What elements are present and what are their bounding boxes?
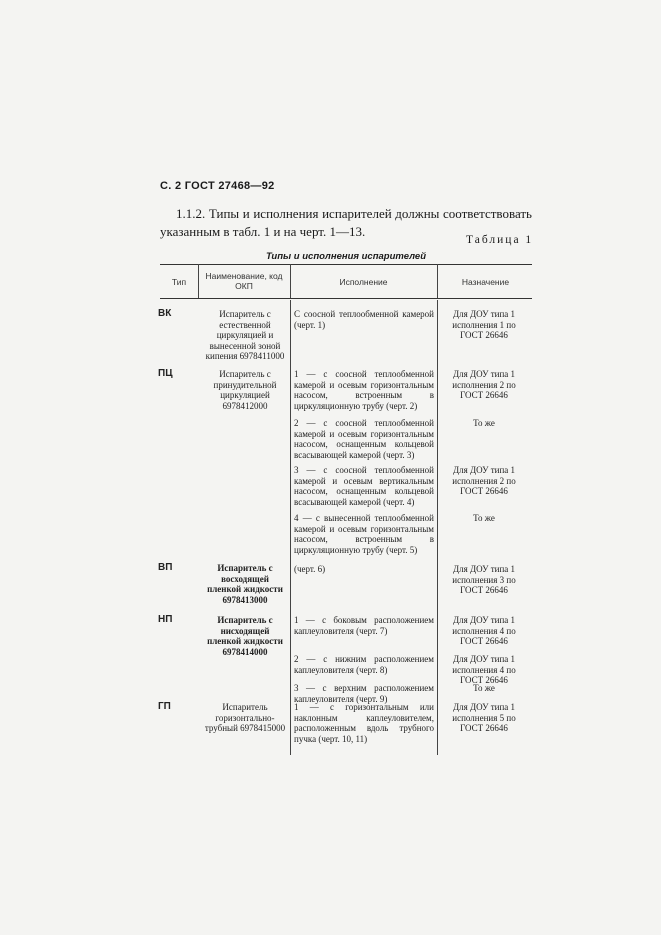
row-execution: (черт. 6)	[294, 564, 326, 574]
row-execution: 2 — с соосной теплообменной камерой и осевым горизонтальным насосом, оснащенным кольцевой всасывающей камерой (черт. 3)	[294, 418, 434, 460]
row-execution: 2 — с нижним расположением каплеуловителя (черт. 8)	[294, 654, 434, 675]
row-purpose: Для ДОУ типа 1 исполнения 5 по ГОСТ 26646	[452, 702, 516, 733]
column-header-name: Наименование, код ОКП	[205, 271, 283, 291]
column-header-type: Тип	[171, 277, 187, 287]
row-execution: 4 — с вынесенной теплообменной камерой и осевым горизонтальным насосом, встроенным в циркуляционную трубу (черт. 5)	[294, 513, 434, 555]
row-type: НП	[158, 614, 173, 625]
row-execution: С соосной теплообменной камерой (черт. 1)	[294, 309, 434, 330]
row-type: ВП	[158, 562, 173, 573]
column-divider	[198, 264, 199, 298]
column-divider	[437, 264, 438, 298]
column-divider	[437, 300, 438, 755]
row-execution: 1 — с горизонтальным или наклонным каплеуловителем, расположенным вдоль трубного пучка (черт. 10, 11)	[294, 702, 434, 744]
row-execution: 1 — с соосной теплообменной камерой и осевым горизонтальным насосом, встроенным в циркуляционную трубу (черт. 2)	[294, 369, 434, 411]
table-label: Таблица 1	[466, 234, 534, 246]
clause-text: 1.1.2. Типы и исполнения испарителей должны соответствовать указанным в табл. 1 и на черт. 1—13.	[160, 206, 532, 239]
row-purpose: Для ДОУ типа 1 исполнения 2 по ГОСТ 26646	[452, 369, 516, 400]
table-header-rule	[160, 298, 532, 299]
row-execution: 3 — с верхним расположением каплеуловителя (черт. 9)	[294, 683, 434, 704]
page-header: С. 2 ГОСТ 27468—92	[160, 180, 275, 192]
row-purpose: Для ДОУ типа 1 исполнения 4 по ГОСТ 26646	[452, 615, 516, 646]
column-divider	[290, 300, 291, 755]
column-divider	[290, 264, 291, 298]
row-purpose: То же	[473, 683, 495, 693]
row-name: Испаритель с принудительной циркуляцией 6978412000	[213, 369, 277, 411]
table-title: Типы и исполнения испарителей	[265, 251, 426, 262]
column-header-execution: Исполнение	[339, 277, 388, 287]
row-type: ГП	[158, 701, 171, 712]
row-purpose: Для ДОУ типа 1 исполнения 4 по ГОСТ 26646	[452, 654, 516, 685]
row-name: Испаритель горизонтально-трубный 6978415000	[204, 702, 286, 733]
table-top-rule	[160, 264, 532, 265]
row-name: Испаритель с нисходящей пленкой жидкости 6978414000	[207, 615, 283, 657]
row-purpose: Для ДОУ типа 1 исполнения 3 по ГОСТ 26646	[452, 564, 516, 595]
row-name: Испаритель с восходящей пленкой жидкости 6978413000	[207, 563, 283, 605]
row-purpose: То же	[473, 418, 495, 428]
row-purpose: Для ДОУ типа 1 исполнения 1 по ГОСТ 26646	[452, 309, 516, 340]
row-execution: 3 — с соосной теплообменной камерой и осевым вертикальным насосом, оснащенным кольцевой всасывающей камерой (черт. 4)	[294, 465, 434, 507]
row-purpose: То же	[473, 513, 495, 523]
row-type: ВК	[158, 308, 172, 319]
column-header-purpose: Назначение	[461, 277, 510, 287]
row-type: ПЦ	[158, 368, 173, 379]
row-name: Испаритель с естественной циркуляцией и вынесенной зоной кипения 6978411000	[205, 309, 285, 361]
row-purpose: Для ДОУ типа 1 исполнения 2 по ГОСТ 26646	[452, 465, 516, 496]
row-execution: 1 — с боковым расположением каплеуловителя (черт. 7)	[294, 615, 434, 636]
